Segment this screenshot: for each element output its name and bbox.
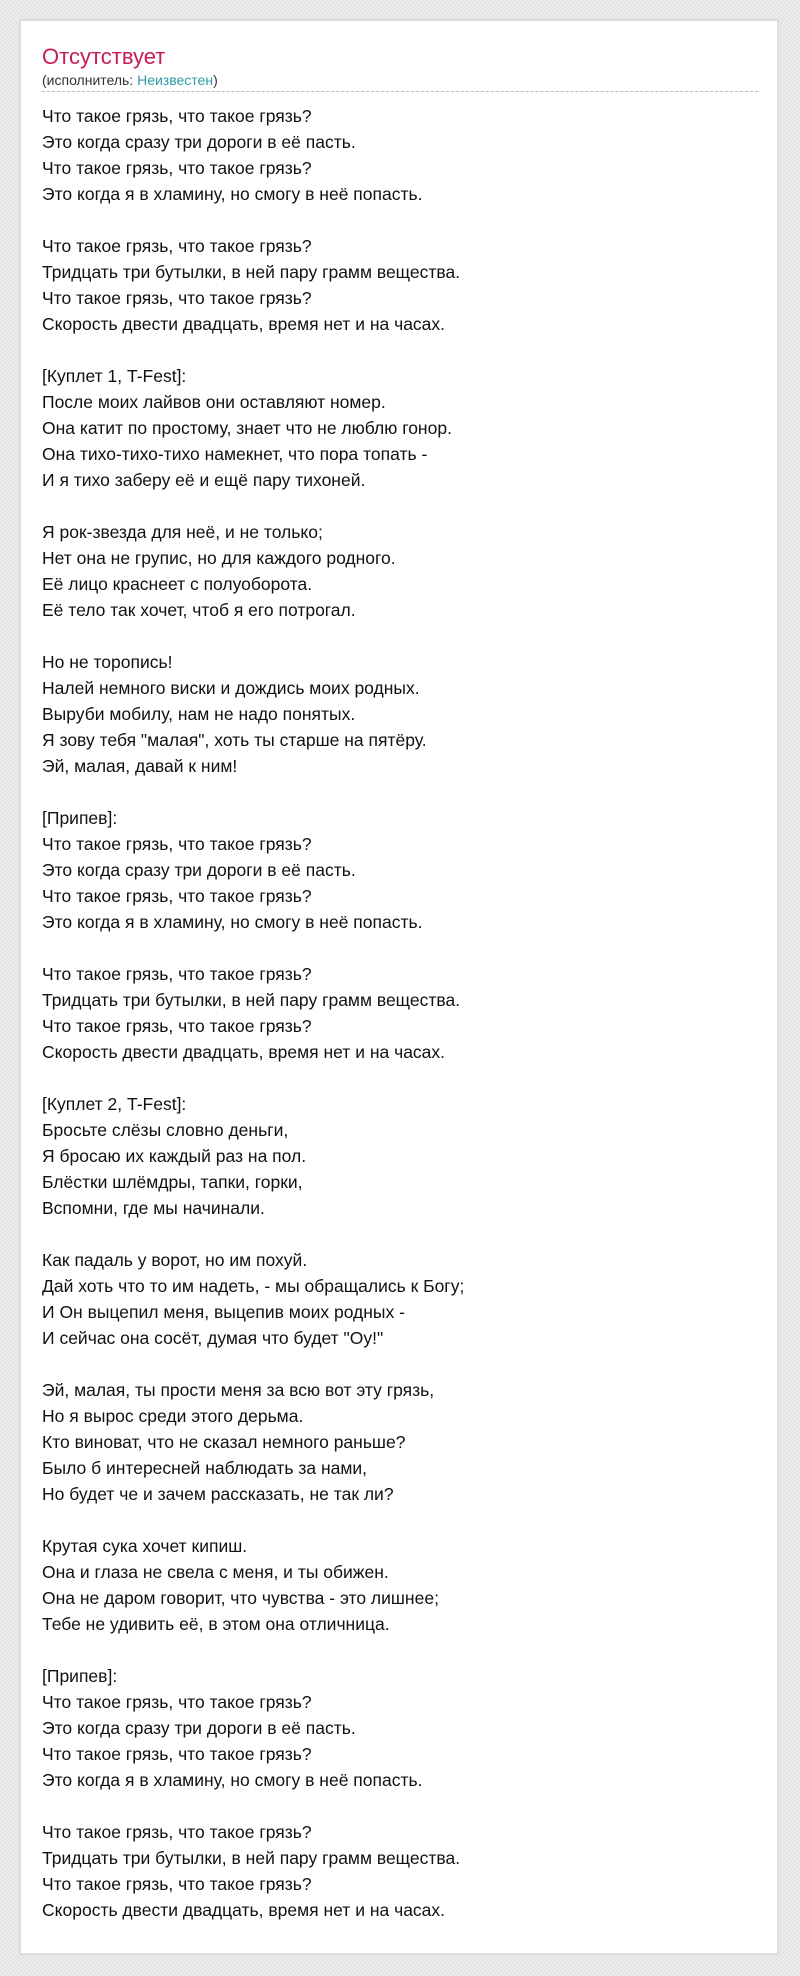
song-header (42, 43, 758, 92)
lyric-line: Она тихо-тихо-тихо намекнет, что пора топать - (42, 444, 428, 464)
lyric-line: Она и глаза не свела с меня, и ты обижен. (42, 1562, 389, 1582)
lyric-blank-line (42, 1221, 758, 1247)
lyric-blank-line (42, 1793, 758, 1819)
lyric-line: Вспомни, где мы начинали. (42, 1198, 265, 1218)
performer-link[interactable]: Неизвестен (137, 72, 214, 88)
lyric-line: Я зову тебя "малая", хоть ты старше на пятёру. (42, 730, 427, 750)
lyric-blank-line (42, 935, 758, 961)
lyric-line: Выруби мобилу, нам не надо понятых. (42, 704, 356, 724)
lyric-line: Её лицо краснеет с полуоборота. (42, 574, 313, 594)
lyric-line: Что такое грязь, что такое грязь? (42, 1874, 312, 1894)
lyric-line: Нет она не групис, но для каждого родного. (42, 548, 396, 568)
lyric-line: После моих лайвов они оставляют номер. (42, 392, 386, 412)
lyric-line: Что такое грязь, что такое грязь? (42, 288, 312, 308)
lyric-line: Тридцать три бутылки, в ней пару грамм вещества. (42, 1848, 461, 1868)
lyric-blank-line (42, 1507, 758, 1533)
lyric-line: Что такое грязь, что такое грязь? (42, 236, 312, 256)
lyric-line: Это когда сразу три дороги в её пасть. (42, 1718, 356, 1738)
lyric-blank-line (42, 493, 758, 519)
lyric-line: И Он выцепил меня, выцепив моих родных - (42, 1302, 405, 1322)
lyric-line: Крутая сука хочет кипиш. (42, 1536, 248, 1556)
lyric-line: Это когда я в хламину, но смогу в неё попасть. (42, 1770, 423, 1790)
lyric-line: Что такое грязь, что такое грязь? (42, 106, 312, 126)
lyric-line: Налей немного виски и дождись моих родных. (42, 678, 420, 698)
lyric-line: Что такое грязь, что такое грязь? (42, 1822, 312, 1842)
lyric-line: [Припев]: (42, 808, 118, 828)
lyric-line: Она не даром говорит, что чувства - это лишнее; (42, 1588, 439, 1608)
lyric-line: Что такое грязь, что такое грязь? (42, 1744, 312, 1764)
lyric-line: Тридцать три бутылки, в ней пару грамм вещества. (42, 262, 461, 282)
lyric-blank-line (42, 779, 758, 805)
song-title: Отсутствует (42, 44, 166, 69)
lyric-line: Что такое грязь, что такое грязь? (42, 834, 312, 854)
lyric-line: Я бросаю их каждый раз на пол. (42, 1146, 307, 1166)
lyric-line: [Припев]: (42, 1666, 118, 1686)
performer-suffix: ) (213, 72, 218, 88)
lyric-line: Было б интересней наблюдать за нами, (42, 1458, 368, 1478)
lyric-line: Что такое грязь, что такое грязь? (42, 1692, 312, 1712)
lyric-line: Что такое грязь, что такое грязь? (42, 886, 312, 906)
lyric-blank-line (42, 1065, 758, 1091)
lyric-line: Кто виноват, что не сказал немного раньше? (42, 1432, 406, 1452)
lyric-blank-line (42, 1351, 758, 1377)
lyric-line: Это когда я в хламину, но смогу в неё попасть. (42, 184, 423, 204)
lyric-line: Но я вырос среди этого дерьма. (42, 1406, 304, 1426)
lyric-blank-line (42, 337, 758, 363)
performer-line (42, 71, 758, 92)
lyric-line: Что такое грязь, что такое грязь? (42, 1016, 312, 1036)
lyric-line: Тридцать три бутылки, в ней пару грамм вещества. (42, 990, 461, 1010)
lyrics-card (20, 20, 778, 1954)
lyric-line: Блёстки шлёмдры, тапки, горки, (42, 1172, 303, 1192)
lyric-line: И я тихо заберу её и ещё пару тихоней. (42, 470, 366, 490)
lyric-line: Но будет че и зачем рассказать, не так ли? (42, 1484, 394, 1504)
lyric-line: [Куплет 2, T-Fest]: (42, 1094, 187, 1114)
lyric-line: Она катит по простому, знает что не люблю гонор. (42, 418, 452, 438)
lyric-blank-line (42, 623, 758, 649)
lyric-line: Это когда сразу три дороги в её пасть. (42, 860, 356, 880)
lyric-line: Дай хоть что то им надеть, - мы обращались к Богу; (42, 1276, 465, 1296)
lyric-line: Я рок-звезда для неё, и не только; (42, 522, 323, 542)
lyric-line: Эй, малая, давай к ним! (42, 756, 238, 776)
lyric-blank-line (42, 207, 758, 233)
lyric-line: Эй, малая, ты прости меня за всю вот эту грязь, (42, 1380, 435, 1400)
lyric-line: И сейчас она сосёт, думая что будет "Оу!" (42, 1328, 384, 1348)
lyric-line: Скорость двести двадцать, время нет и на часах. (42, 1900, 446, 1920)
lyric-line: Что такое грязь, что такое грязь? (42, 964, 312, 984)
lyric-line: Что такое грязь, что такое грязь? (42, 158, 312, 178)
lyric-line: [Куплет 1, T-Fest]: (42, 366, 187, 386)
lyric-blank-line (42, 1637, 758, 1663)
lyric-line: Это когда я в хламину, но смогу в неё попасть. (42, 912, 423, 932)
lyric-line: Скорость двести двадцать, время нет и на часах. (42, 1042, 446, 1062)
performer-prefix: (исполнитель: (42, 72, 138, 88)
lyric-line: Бросьте слёзы словно деньги, (42, 1120, 289, 1140)
lyric-line: Тебе не удивить её, в этом она отличница. (42, 1614, 390, 1634)
lyric-line: Скорость двести двадцать, время нет и на часах. (42, 314, 446, 334)
lyric-line: Как падаль у ворот, но им похуй. (42, 1250, 308, 1270)
lyric-line: Её тело так хочет, чтоб я его потрогал. (42, 600, 356, 620)
lyric-line: Это когда сразу три дороги в её пасть. (42, 132, 356, 152)
lyric-line: Но не торопись! (42, 652, 173, 672)
lyrics-text (42, 103, 758, 1923)
